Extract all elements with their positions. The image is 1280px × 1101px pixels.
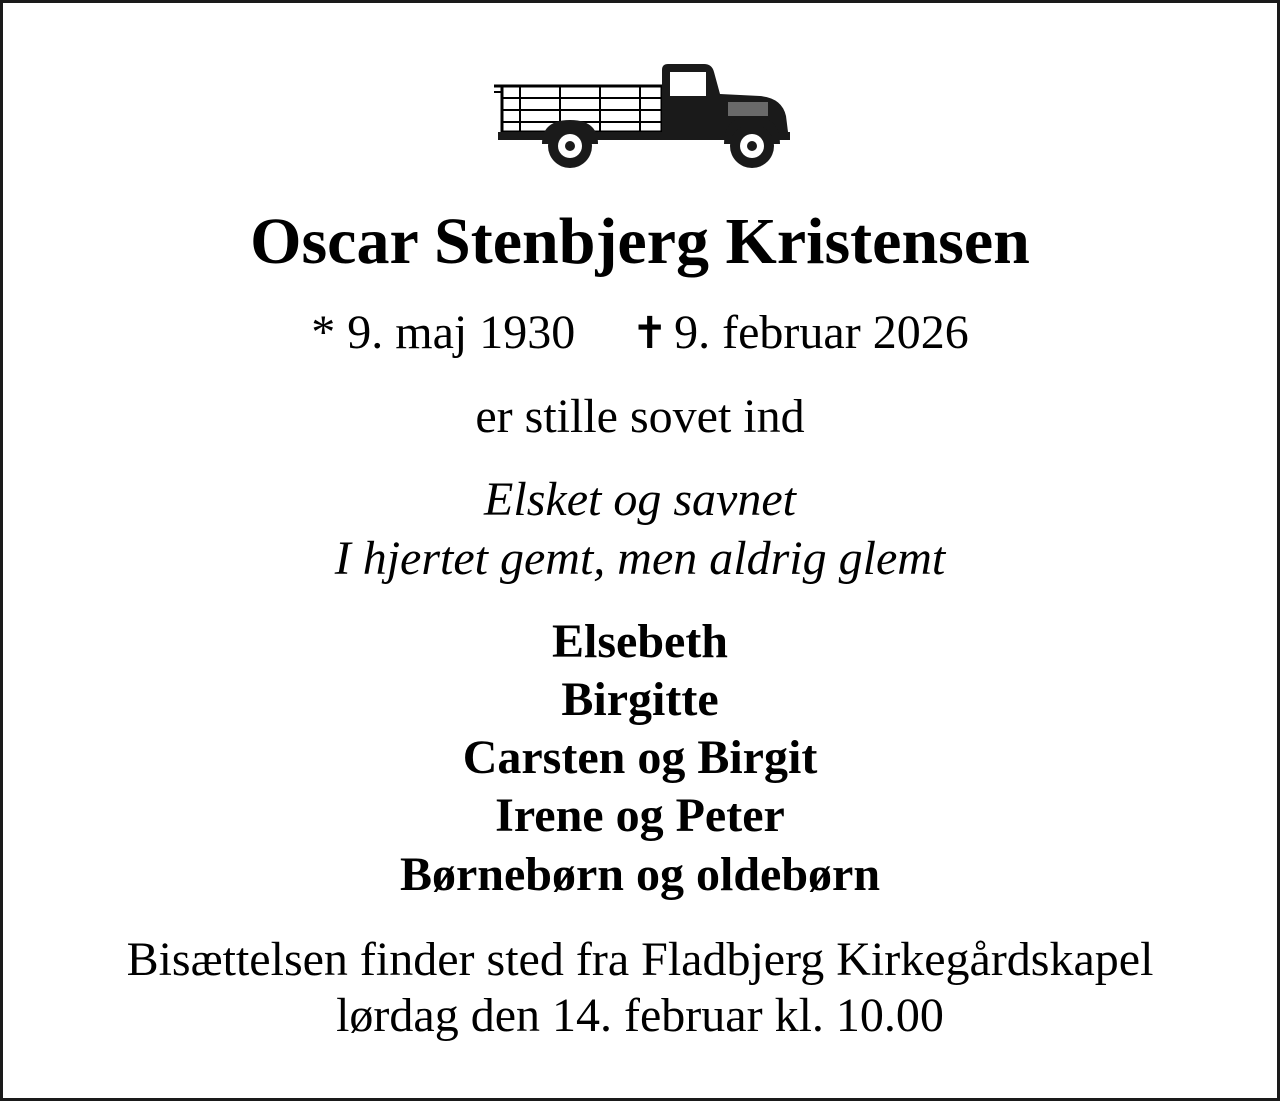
family-member: Elsebeth — [551, 615, 728, 668]
deceased-name: Oscar Stenbjerg Kristensen — [250, 205, 1030, 278]
vintage-truck-icon — [490, 60, 790, 170]
cross-icon: ✝ — [631, 309, 669, 358]
family-member: Irene og Peter — [495, 789, 785, 842]
funeral-location: Bisættelsen finder sted fra Fladbjerg Kirkegårdskapel — [126, 933, 1154, 986]
death-date: 9. februar 2026 — [674, 306, 969, 359]
verse-line: Elsket og savnet — [484, 473, 796, 526]
funeral-time: lørdag den 14. februar kl. 10.00 — [336, 989, 944, 1042]
verse-line: I hjertet gemt, men aldrig glemt — [334, 532, 946, 585]
life-dates — [0, 302, 1280, 365]
sleep-text: er stille sovet ind — [475, 390, 805, 443]
family-member: Birgitte — [561, 673, 719, 726]
birth-date: * 9. maj 1930 — [311, 306, 576, 359]
family-member: Carsten og Birgit — [462, 731, 818, 784]
family-member: Børnebørn og oldebørn — [399, 848, 881, 901]
